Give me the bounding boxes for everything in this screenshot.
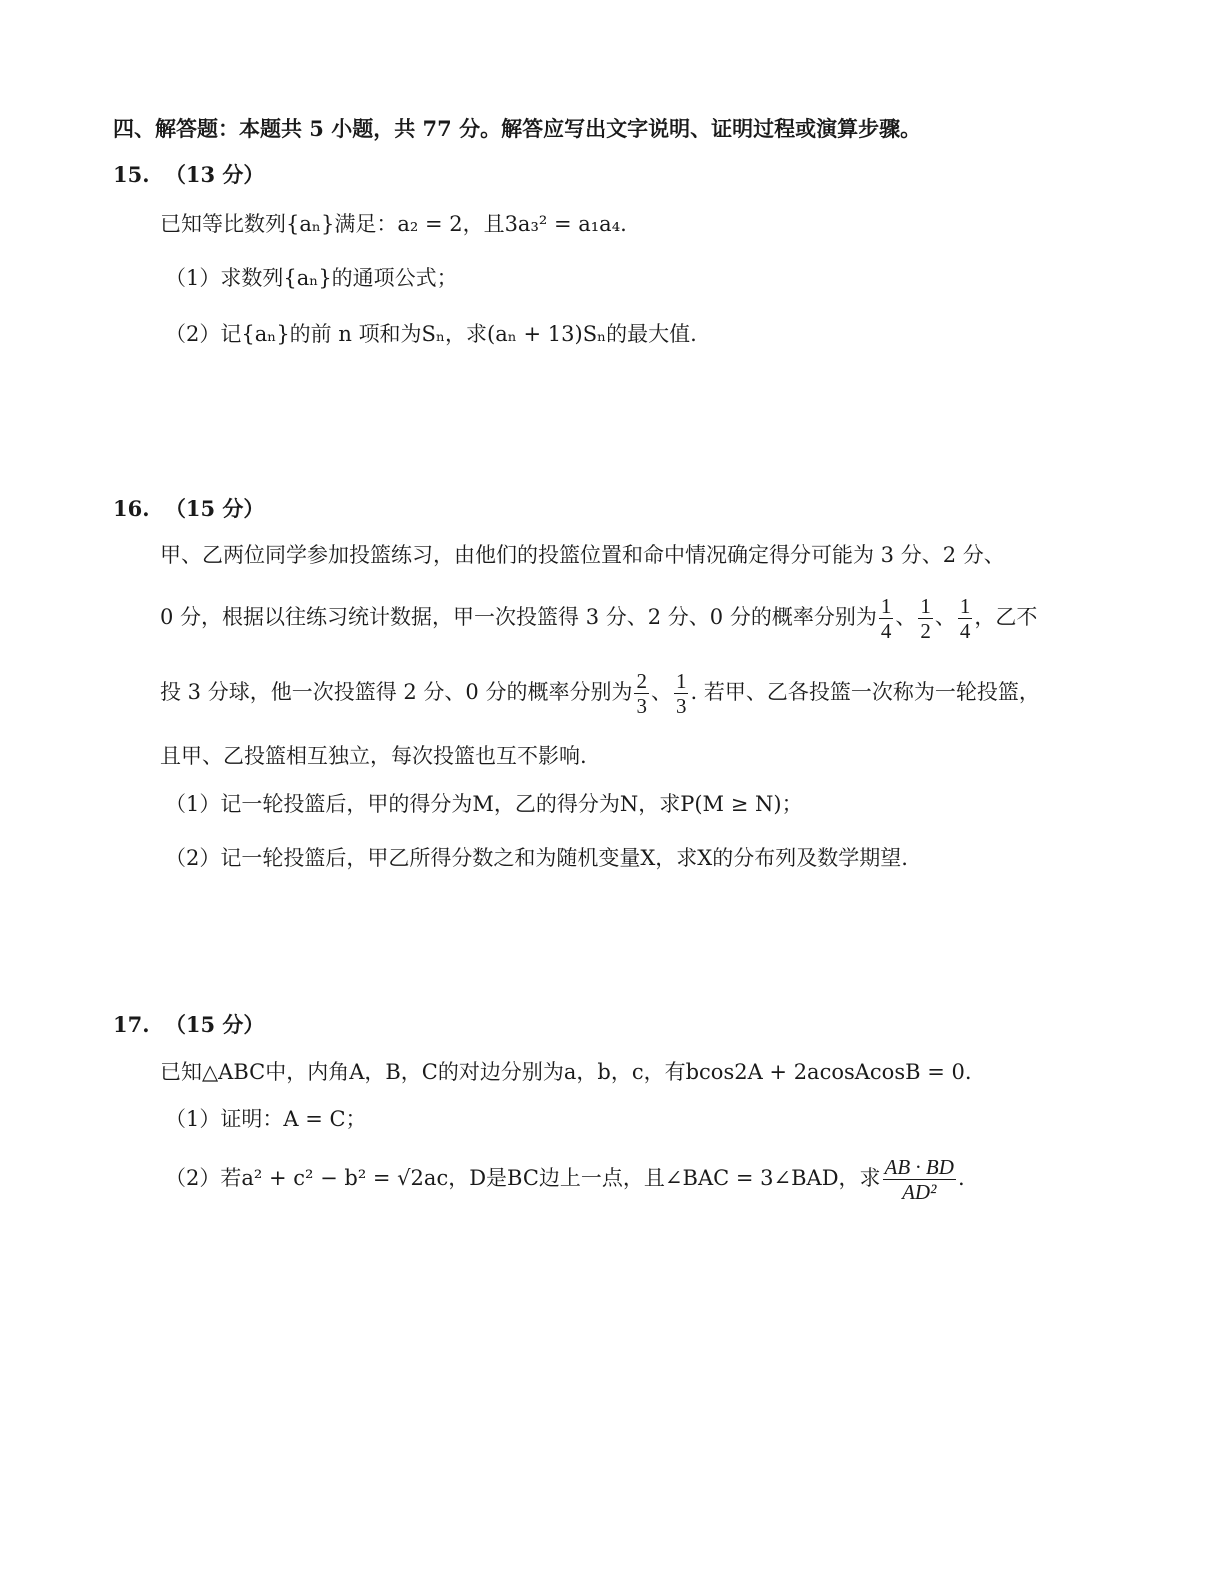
fraction-jia-0pt — [958, 594, 973, 643]
q16-part1: （1）记一轮投篮后，甲的得分为M，乙的得分为N，求P(M ≥ N)； — [165, 792, 803, 816]
q17-part1: （1）证明：A = C； — [165, 1107, 367, 1131]
q17-number: 17. — [113, 1012, 150, 1037]
fraction-numerator: 2 — [636, 669, 647, 693]
q17-header — [113, 1010, 264, 1040]
q17-stem: 已知△ABC中，内角A，B，C的对边分别为a，b，c，有bcos2A + 2acosAcosB = 0. — [160, 1060, 972, 1084]
q17-part2-text: （2）若a² + c² − b² = √2ac，D是BC边上一点，且∠BAC = 3∠BAD，求 — [165, 1166, 881, 1190]
q16-header — [113, 494, 264, 524]
q16-number: 16. — [113, 496, 150, 521]
q15-part1: （1）求数列{aₙ}的通项公式； — [165, 266, 458, 290]
fraction-denominator: 4 — [959, 619, 971, 643]
fraction-numerator: 1 — [675, 669, 687, 693]
q16-line3 — [160, 668, 1040, 718]
fraction-numerator: 1 — [880, 594, 892, 618]
fraction-numerator: 1 — [959, 594, 971, 618]
q16-line4: 且甲、乙投篮相互独立，每次投篮也互不影响. — [160, 744, 587, 768]
fraction-denominator: 3 — [675, 694, 687, 718]
fraction-denominator: 2 — [920, 619, 931, 643]
fraction-numerator: AB · BD — [884, 1155, 954, 1179]
q16-line3-tail: . 若甲、乙各投篮一次称为一轮投篮， — [690, 680, 1040, 704]
q15-stem: 已知等比数列{aₙ}满足：a₂ = 2，且3a₃² = a₁a₄. — [160, 212, 627, 236]
fraction-yi-2pt — [634, 669, 649, 718]
fraction-jia-3pt — [879, 594, 894, 643]
fraction-ab-bd-over-ad2 — [883, 1155, 956, 1204]
q16-line2 — [160, 593, 1037, 643]
fraction-numerator: 1 — [920, 594, 931, 618]
q15-part2: （2）记{aₙ}的前 n 项和为Sₙ，求(aₙ + 13)Sₙ的最大值. — [165, 322, 697, 346]
section-heading: 四、解答题：本题共 5 小题，共 77 分。解答应写出文字说明、证明过程或演算步骤。 — [113, 116, 922, 141]
fraction-separator: 、 — [934, 605, 956, 629]
q16-part2: （2）记一轮投篮后，甲乙所得分数之和为随机变量X，求X的分布列及数学期望. — [165, 846, 908, 870]
fraction-separator: 、 — [650, 680, 672, 704]
q15-header — [113, 160, 264, 190]
q17-score: （15 分） — [164, 1012, 265, 1037]
fraction-denominator: 3 — [636, 694, 647, 718]
fraction-separator: 、 — [895, 605, 917, 629]
q16-score: （15 分） — [164, 496, 265, 521]
q16-line1: 甲、乙两位同学参加投篮练习，由他们的投篮位置和命中情况确定得分可能为 3 分、2 分、 — [160, 543, 1005, 567]
q17-part2 — [165, 1154, 965, 1204]
q16-line2-tail: ，乙不 — [974, 605, 1038, 629]
q16-line3-text: 投 3 分球，他一次投篮得 2 分、0 分的概率分别为 — [160, 680, 633, 704]
q15-score: （13 分） — [164, 162, 265, 187]
fraction-denominator: 4 — [880, 619, 892, 643]
fraction-jia-2pt — [918, 594, 933, 643]
fraction-denominator: AD² — [902, 1180, 937, 1204]
q16-line2-text: 0 分，根据以往练习统计数据，甲一次投篮得 3 分、2 分、0 分的概率分别为 — [160, 605, 877, 629]
fraction-yi-0pt — [674, 669, 689, 718]
q17-part2-tail: . — [957, 1166, 965, 1190]
q15-number: 15. — [113, 162, 150, 187]
